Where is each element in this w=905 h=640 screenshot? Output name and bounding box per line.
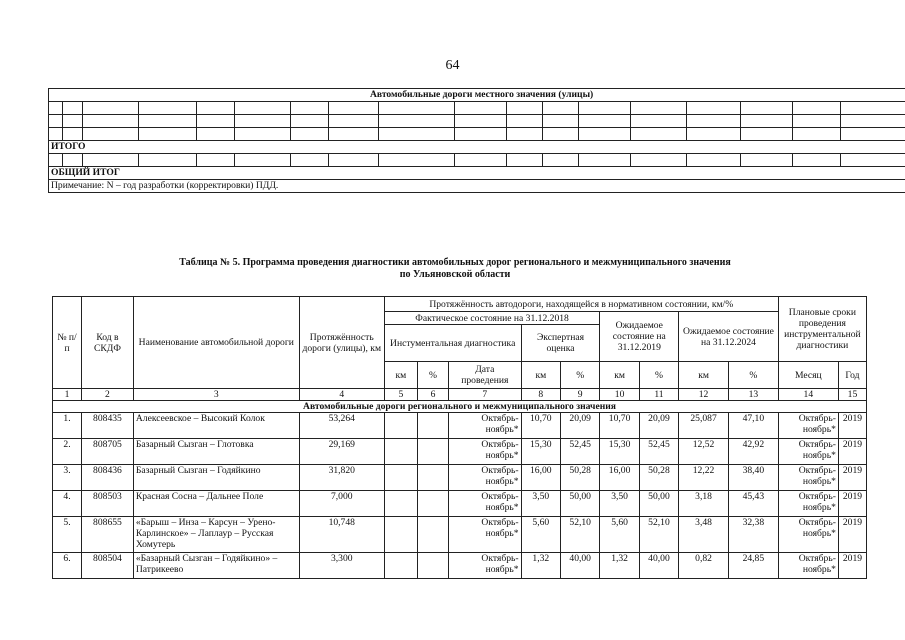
row-month: Октябрь-ноябрь*	[778, 413, 838, 439]
header-length: Протяжённость дороги (улицы), км	[299, 297, 384, 389]
row-month: Октябрь-ноябрь*	[778, 491, 838, 517]
row-num: 2.	[53, 439, 82, 465]
caption-line-1: Таблица № 5. Программа проведения диагностики автомобильных дорог регионального и межмуниципального значения	[179, 257, 731, 268]
caption-line-2: по Ульяновской области	[399, 269, 511, 280]
row-length: 31,820	[299, 465, 384, 491]
row-num: 3.	[53, 465, 82, 491]
row-km	[384, 465, 417, 491]
row-date: Октябрь-ноябрь*	[449, 553, 522, 579]
col-number: 6	[417, 389, 448, 401]
row-year: 2019	[838, 553, 866, 579]
row-2024-pct: 32,38	[728, 517, 778, 553]
col-number: 12	[679, 389, 729, 401]
row-km	[384, 553, 417, 579]
table-note: Примечание: N – год разработки (корректировки) ПДД.	[49, 180, 905, 193]
row-month: Октябрь-ноябрь*	[778, 439, 838, 465]
row-2019-km: 16,00	[600, 465, 639, 491]
header-normative: Протяжённость автодороги, находящейся в нормативном состоянии, км/%	[384, 297, 778, 312]
row-pct	[417, 413, 448, 439]
row-expert-pct: 50,00	[561, 491, 600, 517]
header-km: км	[384, 362, 417, 389]
row-name: Базарный Сызган – Годяйкино	[133, 465, 299, 491]
row-2019-pct: 20,09	[639, 413, 678, 439]
header-expert: Экспертная оценка	[521, 325, 600, 362]
row-length: 10,748	[299, 517, 384, 553]
header-pct: %	[728, 362, 778, 389]
local-roads-table	[48, 88, 905, 193]
row-2024-km: 3,18	[679, 491, 729, 517]
diagnostics-table	[52, 296, 867, 579]
row-expert-km: 3,50	[521, 491, 560, 517]
row-2019-pct: 50,00	[639, 491, 678, 517]
row-year: 2019	[838, 413, 866, 439]
col-number: 8	[521, 389, 560, 401]
row-length: 53,264	[299, 413, 384, 439]
header-km: км	[521, 362, 560, 389]
header-code: Код в СКДФ	[82, 297, 134, 389]
row-expert-km: 10,70	[521, 413, 560, 439]
row-km	[384, 413, 417, 439]
col-number: 4	[299, 389, 384, 401]
page-number: 64	[445, 58, 460, 73]
header-month: Месяц	[778, 362, 838, 389]
row-expert-pct: 52,10	[561, 517, 600, 553]
row-date: Октябрь-ноябрь*	[449, 465, 522, 491]
row-code: 808436	[82, 465, 134, 491]
row-2024-km: 12,52	[679, 439, 729, 465]
header-pct: %	[561, 362, 600, 389]
section-title: Автомобильные дороги регионального и межмуниципального значения	[53, 401, 867, 413]
header-pct: %	[639, 362, 678, 389]
header-expected-2024: Ожидаемое состояние на 31.12.2024	[679, 312, 779, 362]
row-pct	[417, 439, 448, 465]
row-month: Октябрь-ноябрь*	[778, 517, 838, 553]
row-2024-km: 0,82	[679, 553, 729, 579]
col-number: 3	[133, 389, 299, 401]
row-2024-pct: 38,40	[728, 465, 778, 491]
col-number: 7	[449, 389, 522, 401]
header-actual: Фактическое состояние на 31.12.2018	[384, 312, 600, 325]
table-row	[53, 439, 867, 465]
row-expert-pct: 20,09	[561, 413, 600, 439]
col-number: 1	[53, 389, 82, 401]
row-year: 2019	[838, 465, 866, 491]
row-year: 2019	[838, 439, 866, 465]
header-date: Дата проведения	[449, 362, 522, 389]
local-roads-title: Автомобильные дороги местного значения (улицы)	[49, 89, 905, 102]
header-instrumental: Инстументальная диагностика	[384, 325, 521, 362]
row-expert-km: 16,00	[521, 465, 560, 491]
row-num: 6.	[53, 553, 82, 579]
row-name: «Барыш – Инза – Карсун – Уренo-Карлинское» – Лаплаур – Русская Хомутерь	[133, 517, 299, 553]
row-year: 2019	[838, 491, 866, 517]
row-2019-km: 1,32	[600, 553, 639, 579]
row-2024-km: 12,22	[679, 465, 729, 491]
col-number: 9	[561, 389, 600, 401]
row-month: Октябрь-ноябрь*	[778, 553, 838, 579]
table-caption	[150, 257, 760, 281]
row-pct	[417, 491, 448, 517]
header-km: км	[600, 362, 639, 389]
row-name: Алексеевское – Высокий Колок	[133, 413, 299, 439]
row-2024-pct: 42,92	[728, 439, 778, 465]
col-number: 5	[384, 389, 417, 401]
col-number: 11	[639, 389, 678, 401]
row-code: 808705	[82, 439, 134, 465]
row-expert-km: 15,30	[521, 439, 560, 465]
row-name: Базарный Сызган – Глотовка	[133, 439, 299, 465]
row-num: 5.	[53, 517, 82, 553]
row-expert-km: 1,32	[521, 553, 560, 579]
row-2024-pct: 47,10	[728, 413, 778, 439]
header-expected-2019: Ожидаемое состояние на 31.12.2019	[600, 312, 679, 362]
table-row	[53, 517, 867, 553]
header-name: Наименование автомобильной дороги	[133, 297, 299, 389]
row-km	[384, 491, 417, 517]
column-numbers-row	[53, 389, 867, 401]
row-km	[384, 439, 417, 465]
row-km	[384, 517, 417, 553]
row-code: 808504	[82, 553, 134, 579]
total-row: ИТОГО	[49, 141, 905, 154]
row-pct	[417, 553, 448, 579]
row-date: Октябрь-ноябрь*	[449, 517, 522, 553]
row-code: 808503	[82, 491, 134, 517]
row-2024-pct: 24,85	[728, 553, 778, 579]
col-number: 2	[82, 389, 134, 401]
row-num: 4.	[53, 491, 82, 517]
row-year: 2019	[838, 517, 866, 553]
row-date: Октябрь-ноябрь*	[449, 413, 522, 439]
row-expert-pct: 40,00	[561, 553, 600, 579]
row-length: 29,169	[299, 439, 384, 465]
row-2024-km: 25,087	[679, 413, 729, 439]
table-row	[53, 413, 867, 439]
row-month: Октябрь-ноябрь*	[778, 465, 838, 491]
col-number: 14	[778, 389, 838, 401]
row-expert-pct: 50,28	[561, 465, 600, 491]
row-code: 808435	[82, 413, 134, 439]
row-pct	[417, 465, 448, 491]
row-2019-pct: 52,45	[639, 439, 678, 465]
row-2019-km: 15,30	[600, 439, 639, 465]
col-number: 10	[600, 389, 639, 401]
header-planned: Плановые сроки проведения инструментальной диагностики	[778, 297, 866, 362]
row-num: 1.	[53, 413, 82, 439]
row-2024-pct: 45,43	[728, 491, 778, 517]
row-length: 3,300	[299, 553, 384, 579]
row-2019-pct: 40,00	[639, 553, 678, 579]
row-expert-km: 5,60	[521, 517, 560, 553]
row-code: 808655	[82, 517, 134, 553]
table-row	[53, 553, 867, 579]
row-expert-pct: 52,45	[561, 439, 600, 465]
row-length: 7,000	[299, 491, 384, 517]
grand-total-row: ОБЩИЙ ИТОГ	[49, 167, 905, 180]
row-date: Октябрь-ноябрь*	[449, 439, 522, 465]
row-date: Октябрь-ноябрь*	[449, 491, 522, 517]
col-number: 15	[838, 389, 866, 401]
table-row	[53, 491, 867, 517]
row-2019-pct: 52,10	[639, 517, 678, 553]
row-pct	[417, 517, 448, 553]
row-2019-pct: 50,28	[639, 465, 678, 491]
row-name: «Базарный Сызган – Годяйкино» – Патрикеево	[133, 553, 299, 579]
header-pct: %	[417, 362, 448, 389]
row-2019-km: 3,50	[600, 491, 639, 517]
header-year: Год	[838, 362, 866, 389]
row-2019-km: 5,60	[600, 517, 639, 553]
col-number: 13	[728, 389, 778, 401]
table-row	[53, 465, 867, 491]
header-num: № п/п	[53, 297, 82, 389]
header-km: км	[679, 362, 729, 389]
row-2019-km: 10,70	[600, 413, 639, 439]
row-2024-km: 3,48	[679, 517, 729, 553]
row-name: Красная Сосна – Дальнее Поле	[133, 491, 299, 517]
